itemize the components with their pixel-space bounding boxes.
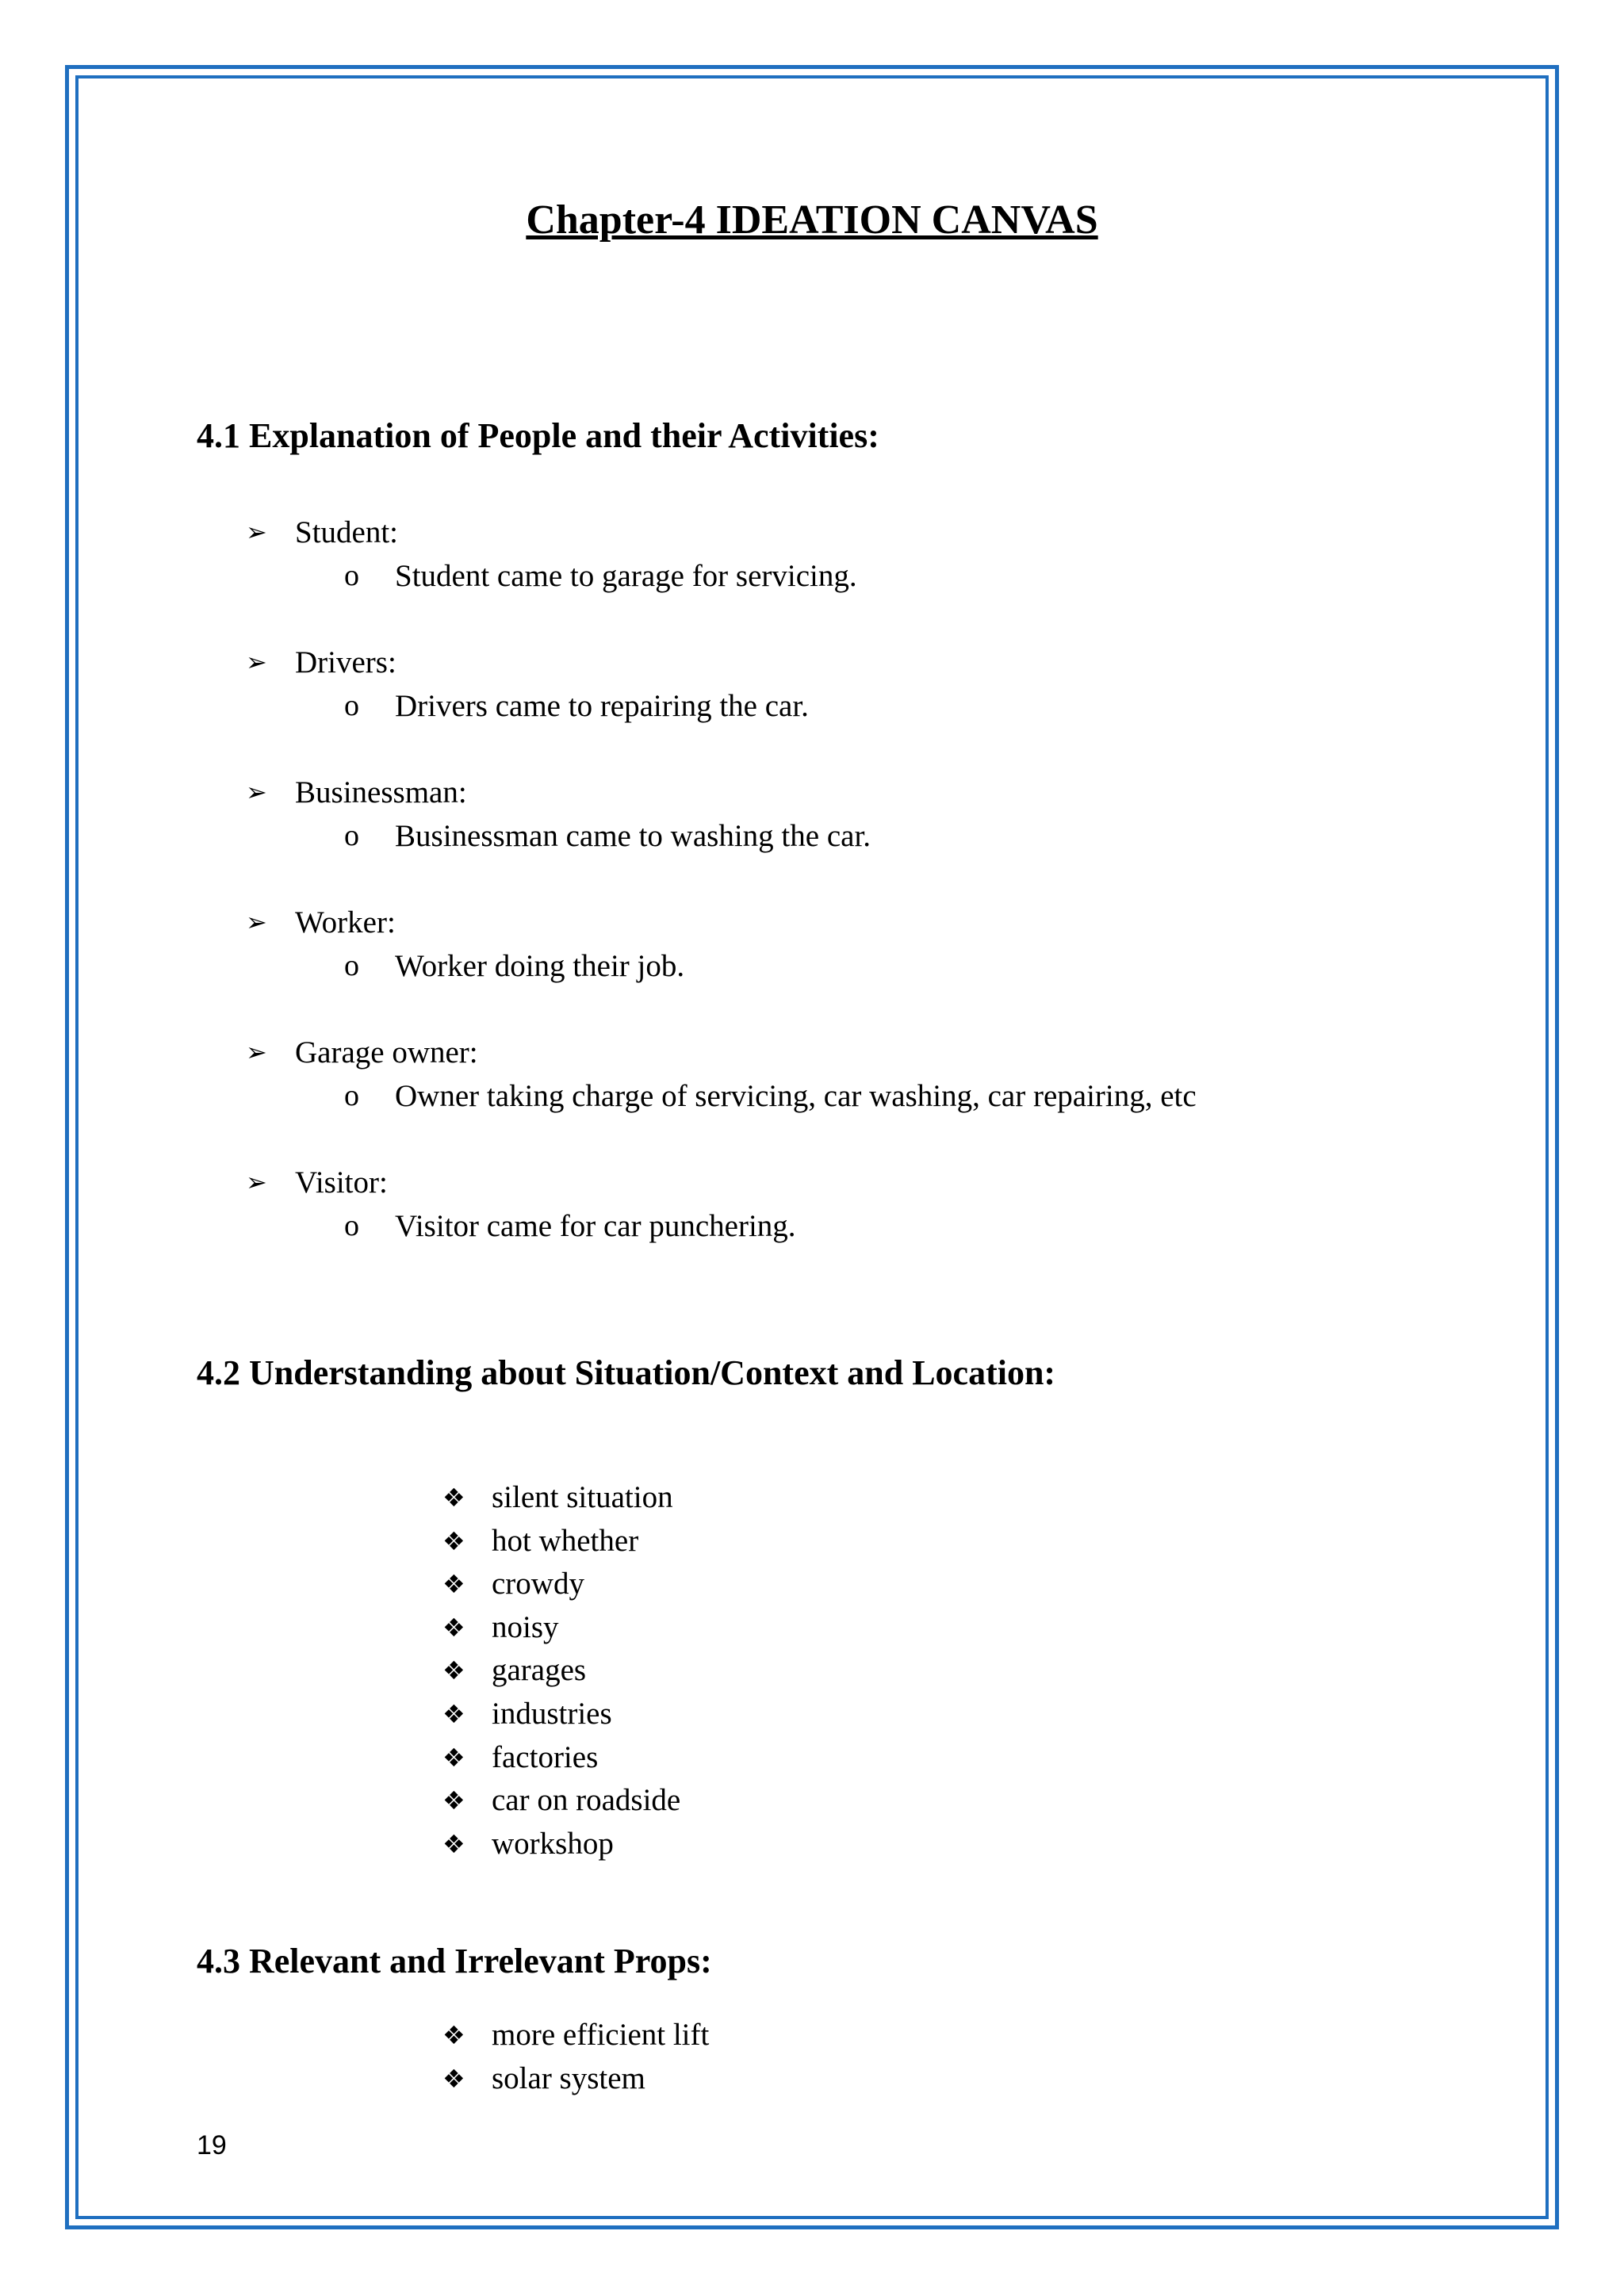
list-item <box>442 1736 680 1780</box>
person-label: Drivers: <box>295 645 396 679</box>
arrowhead-bullet-icon: ➢ <box>246 1167 267 1197</box>
person-label: Visitor: <box>295 1165 388 1200</box>
activity-text: Businessman came to washing the car. <box>395 819 871 853</box>
list-item <box>246 1031 1197 1118</box>
arrowhead-bullet-icon: ➢ <box>246 777 267 807</box>
situation-list <box>442 1476 680 1866</box>
activity-text: Worker doing their job. <box>395 949 685 983</box>
activity-text: Student came to garage for servicing. <box>395 559 857 593</box>
list-item <box>246 1161 1197 1248</box>
people-activities-list <box>246 511 1197 1291</box>
arrowhead-bullet-icon: ➢ <box>246 517 267 547</box>
section-heading-4-3: 4.3 Relevant and Irrelevant Props: <box>197 1942 712 1980</box>
four-diamond-bullet-icon: ❖ <box>442 1655 465 1686</box>
situation-text: car on roadside <box>492 1783 681 1818</box>
list-item <box>442 1779 680 1823</box>
prop-text: solar system <box>492 2061 645 2095</box>
four-diamond-bullet-icon: ❖ <box>442 1698 465 1729</box>
circle-bullet-icon: o <box>344 1079 359 1112</box>
situation-text: garages <box>492 1653 587 1688</box>
list-item <box>442 1823 680 1866</box>
section-heading-4-1: 4.1 Explanation of People and their Activities: <box>197 416 879 455</box>
section-heading-4-2: 4.2 Understanding about Situation/Context and Location: <box>197 1353 1056 1392</box>
list-item <box>442 2014 709 2057</box>
circle-bullet-icon: o <box>344 559 359 592</box>
props-list <box>442 2014 709 2100</box>
arrowhead-bullet-icon: ➢ <box>246 647 267 677</box>
situation-text: factories <box>492 1739 599 1774</box>
circle-bullet-icon: o <box>344 819 359 852</box>
person-label: Businessman: <box>295 775 467 809</box>
person-label: Garage owner: <box>295 1035 478 1070</box>
person-label: Worker: <box>295 905 396 939</box>
person-label: Student: <box>295 515 399 549</box>
list-item <box>442 1606 680 1650</box>
arrowhead-bullet-icon: ➢ <box>246 907 267 937</box>
activity-text: Drivers came to repairing the car. <box>395 689 809 723</box>
list-item <box>442 1520 680 1563</box>
four-diamond-bullet-icon: ❖ <box>442 1785 465 1816</box>
situation-text: crowdy <box>492 1567 584 1601</box>
list-item <box>442 1649 680 1693</box>
circle-bullet-icon: o <box>344 1209 359 1242</box>
activity-text: Visitor came for car punchering. <box>395 1209 796 1243</box>
list-item <box>246 901 1197 988</box>
four-diamond-bullet-icon: ❖ <box>442 1483 465 1513</box>
situation-text: workshop <box>492 1826 614 1861</box>
four-diamond-bullet-icon: ❖ <box>442 1742 465 1773</box>
prop-text: more efficient lift <box>492 2018 710 2052</box>
list-item <box>442 1476 680 1520</box>
situation-text: hot whether <box>492 1523 639 1558</box>
list-item <box>246 511 1197 598</box>
list-item <box>246 641 1197 728</box>
list-item <box>442 1563 680 1606</box>
four-diamond-bullet-icon: ❖ <box>442 2020 465 2050</box>
circle-bullet-icon: o <box>344 949 359 982</box>
four-diamond-bullet-icon: ❖ <box>442 2063 465 2094</box>
list-item <box>442 2057 709 2101</box>
four-diamond-bullet-icon: ❖ <box>442 1612 465 1643</box>
list-item <box>246 771 1197 858</box>
situation-text: silent situation <box>492 1480 673 1514</box>
chapter-title: Chapter-4 IDEATION CANVAS <box>526 197 1098 243</box>
page-number: 19 <box>197 2130 227 2160</box>
four-diamond-bullet-icon: ❖ <box>442 1828 465 1859</box>
situation-text: industries <box>492 1696 612 1731</box>
arrowhead-bullet-icon: ➢ <box>246 1037 267 1067</box>
four-diamond-bullet-icon: ❖ <box>442 1569 465 1600</box>
circle-bullet-icon: o <box>344 689 359 722</box>
list-item <box>442 1693 680 1736</box>
situation-text: noisy <box>492 1609 559 1644</box>
four-diamond-bullet-icon: ❖ <box>442 1525 465 1556</box>
activity-text: Owner taking charge of servicing, car washing, car repairing, etc <box>395 1079 1197 1113</box>
